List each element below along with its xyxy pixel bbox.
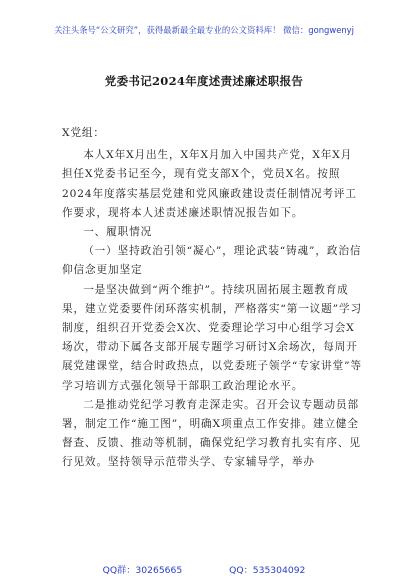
salutation: X党组： bbox=[62, 127, 105, 139]
document-title: 党委书记2024年度述责述廉述职报告 bbox=[104, 74, 304, 88]
document-body bbox=[62, 124, 362, 473]
paragraph-point-1: 一是坚决做到“两个维护”。持续巩固拓展主题教育成果，建立党委要件闭环落实机制，严格落实“第一议题”学习制度，组织召开党委会X次、党委理论学习中心组学习会X场次，带动下属各支部开展专题学习研讨X余场次，每周开展党建课堂，结合时政热点，以党委班子领学“专家讲堂”等学习培训方式强化领导干部职工政治理论水平。 bbox=[62, 283, 362, 392]
section-heading: 一、履职情况 bbox=[83, 226, 153, 239]
subsection-heading: （一）坚持政治引领“凝心”，理论武装“铸魂”，政治信仰信念更加坚定 bbox=[62, 245, 362, 277]
paragraph-intro: 本人X年X月出生，X年X月加入中国共产党，X年X月担任X党委书记至今，现有党支部X个，党员X名。按照2024年度落实基层党建和党风廉政建设责任制情况考评工作要求，现将本人述责述廉述职情况报告如下。 bbox=[62, 149, 357, 219]
top-banner: 关注头条号“公文研究”，获得最新最全最专业的公文资料库！ 微信：gongwenyj bbox=[54, 25, 354, 35]
paragraph-point-2: 二是推动党纪学习教育走深走实。召开会议专题动员部署，制定工作“施工图”，明确X项重点工作安排。建立健全督查、反馈、推动等机制，确保党纪学习教育扎实有序、见行见效。坚持领导示范带头学、专家辅导学，举办 bbox=[62, 398, 361, 469]
footer bbox=[0, 562, 408, 576]
footer-qq-group: QQ群：30265665 bbox=[102, 565, 183, 576]
footer-qq: QQ：535304092 bbox=[229, 565, 306, 576]
